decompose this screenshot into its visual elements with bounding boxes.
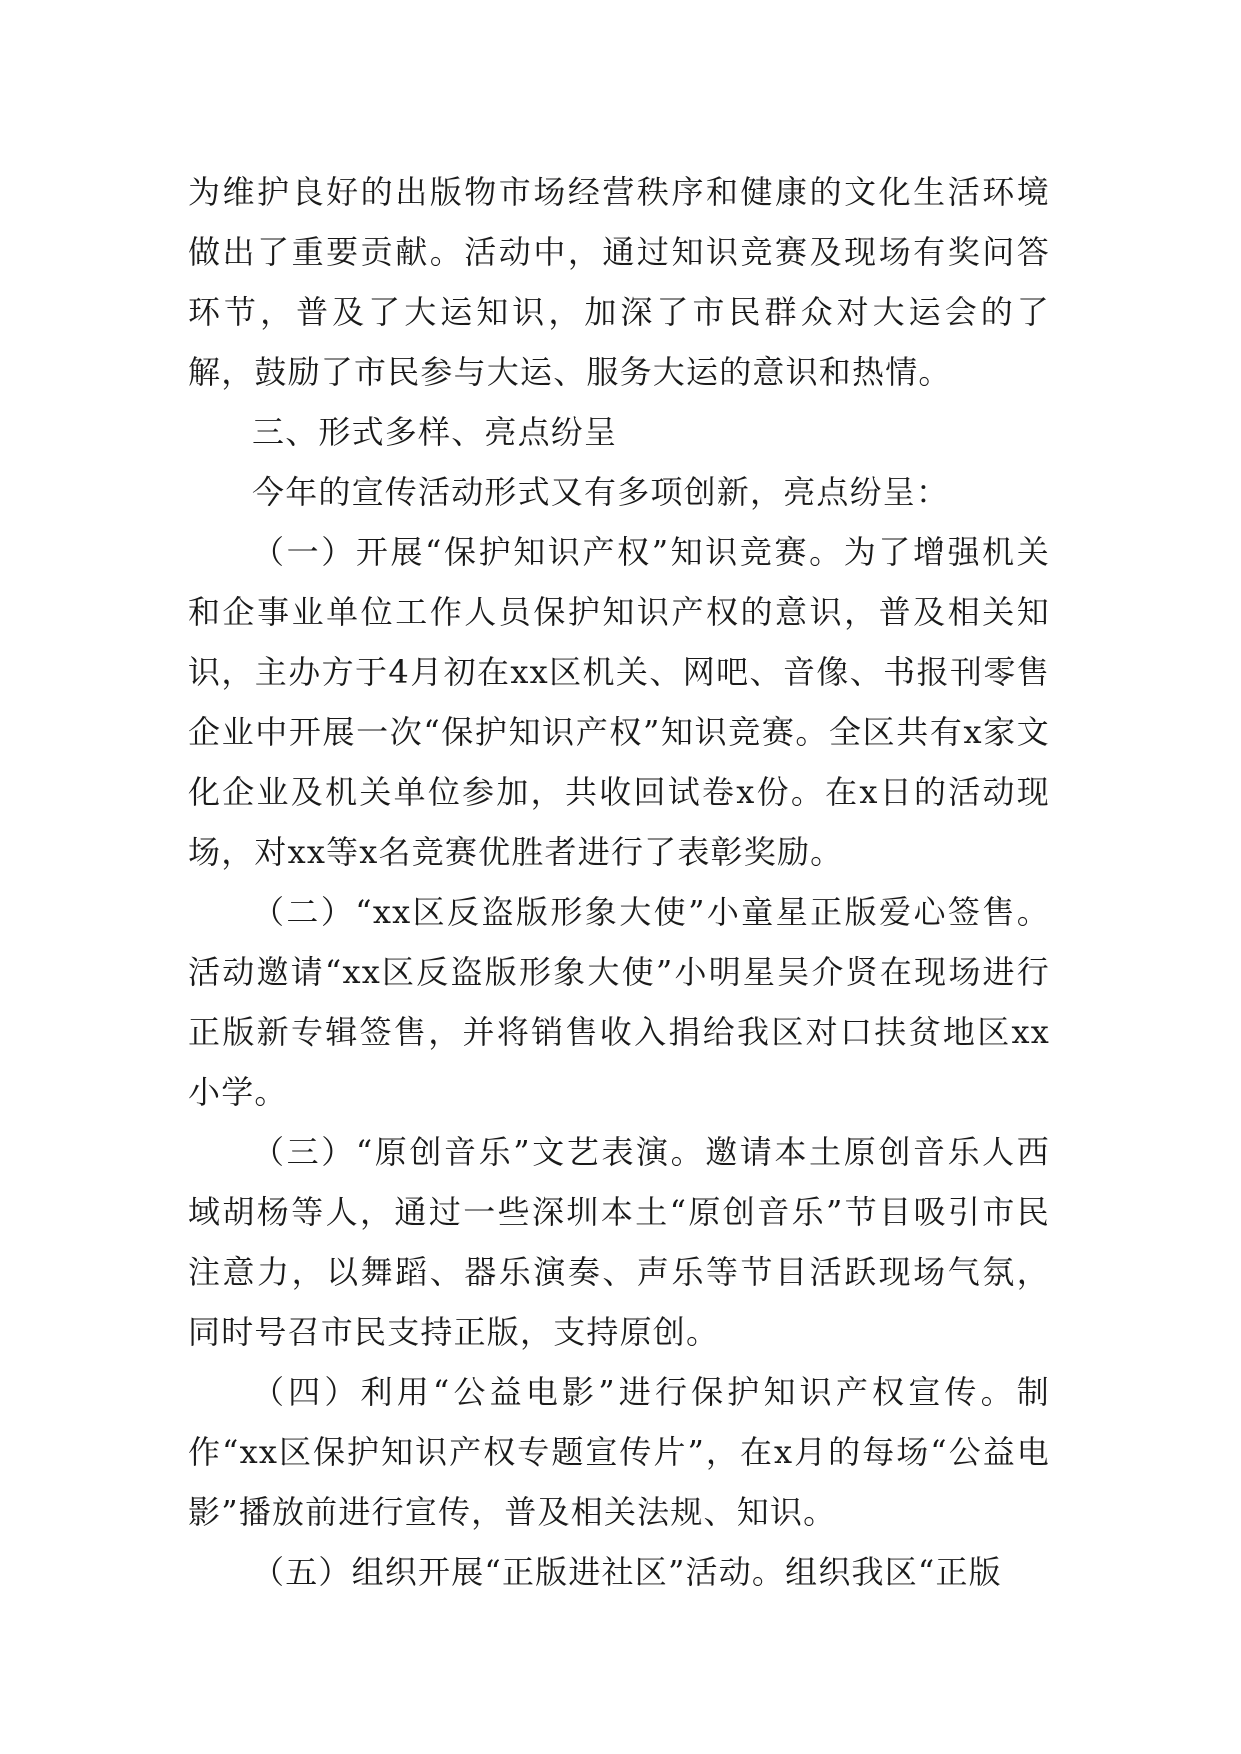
paragraph-item-1: （一）开展“保护知识产权”知识竞赛。为了增强机关和企事业单位工作人员保护知识产权的意识，普及相关知识，主办方于4月初在xx区机关、网吧、音像、书报刊零售企业中开展一次“保护知识产权”知识竞赛。全区共有x家文化企业及机关单位参加，共收回试卷x份。在x日的活动现场，对xx等x名竞赛优胜者进行了表彰奖励。 bbox=[188, 533, 1050, 871]
paragraph-item-2: （二）“xx区反盗版形象大使”小童星正版爱心签售。活动邀请“xx区反盗版形象大使”小明星吴介贤在现场进行正版新专辑签售，并将销售收入捐给我区对口扶贫地区xx小学。 bbox=[188, 893, 1050, 1111]
paragraph-item-4: （四）利用“公益电影”进行保护知识产权宣传。制作“xx区保护知识产权专题宣传片”，在x月的每场“公益电影”播放前进行宣传，普及相关法规、知识。 bbox=[188, 1373, 1050, 1531]
paragraph-item-3: （三）“原创音乐”文艺表演。邀请本土原创音乐人西域胡杨等人，通过一些深圳本土“原创音乐”节目吸引市民注意力，以舞蹈、器乐演奏、声乐等节目活跃现场气氛，同时号召市民支持正版，支持原创。 bbox=[188, 1133, 1050, 1351]
paragraph-continuation: 为维护良好的出版物市场经营秩序和健康的文化生活环境做出了重要贡献。活动中，通过知识竞赛及现场有奖问答环节，普及了大运知识，加深了市民群众对大运会的了解，鼓励了市民参与大运、服务大运的意识和热情。 bbox=[188, 173, 1050, 391]
paragraph-intro: 今年的宣传活动形式又有多项创新，亮点纷呈： bbox=[252, 473, 950, 511]
paragraph-item-5: （五）组织开展“正版进社区”活动。组织我区“正版 bbox=[252, 1553, 1002, 1591]
document-body bbox=[188, 162, 1050, 1602]
section-heading: 三、形式多样、亮点纷呈 bbox=[252, 413, 618, 451]
